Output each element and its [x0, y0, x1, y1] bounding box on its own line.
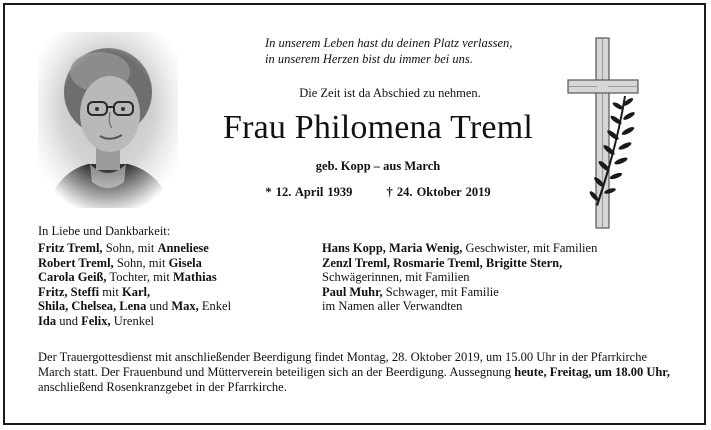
farewell-line: Die Zeit ist da Abschied zu nehmen. [299, 86, 481, 100]
list-item: Shila, Chelsea, Lena und Max, Enkel [38, 299, 232, 314]
list-item: Fritz Treml, Sohn, mit Anneliese [38, 241, 209, 255]
list-item: Schwägerinnen, mit Familien [322, 270, 470, 285]
service-announcement: Der Trauergottesdienst mit anschließender Beerdigung findet Montag, 28. Oktober 2019, um 15.00 Uhr in der Pfarrkirche March statt. Der Frauenbund und Mütterverein beteiligen sich an der Beerdigung. Aussegnung heute, Freitag, um 18.00 Uhr, anschließend Rosenkranzgebet in der Pfarrkirche. [38, 350, 670, 394]
cross-with-palm-branch-icon [566, 36, 640, 232]
dedication-heading: In Liebe und Dankbarkeit: [38, 224, 171, 238]
motto-verse [265, 36, 565, 67]
birth-date: * 12. April 1939 [265, 185, 353, 199]
deceased-name: Frau Philomena Treml [222, 109, 534, 146]
mourners-list-right [322, 241, 642, 314]
list-item: Hans Kopp, Maria Wenig, Geschwister, mit Familien [322, 241, 598, 255]
death-date: † 24. Oktober 2019 [386, 185, 491, 199]
motto-line-1: In unserem Leben hast du deinen Platz verlassen, [265, 36, 513, 50]
list-item: im Namen aller Verwandten [322, 299, 463, 314]
mourners-list-left [38, 241, 308, 329]
list-item: Carola Geiß, Tochter, mit Mathias [38, 270, 217, 285]
motto-line-2: in unserem Herzen bist du immer bei uns. [265, 51, 473, 66]
list-item: Fritz, Steffi mit Karl, [38, 284, 151, 299]
viewing-time: heute, Freitag, um 18.00 Uhr, [514, 365, 670, 379]
list-item: Robert Treml, Sohn, mit Gisela [38, 255, 202, 270]
list-item: Ida und Felix, Urenkel [38, 313, 154, 328]
life-dates [196, 185, 560, 200]
portrait-photo [38, 32, 178, 208]
birth-name-origin: geb. Kopp – aus March [315, 159, 441, 173]
list-item: Zenzl Treml, Rosmarie Treml, Brigitte Stern, [322, 255, 563, 270]
list-item: Paul Muhr, Schwager, mit Familie [322, 284, 499, 299]
